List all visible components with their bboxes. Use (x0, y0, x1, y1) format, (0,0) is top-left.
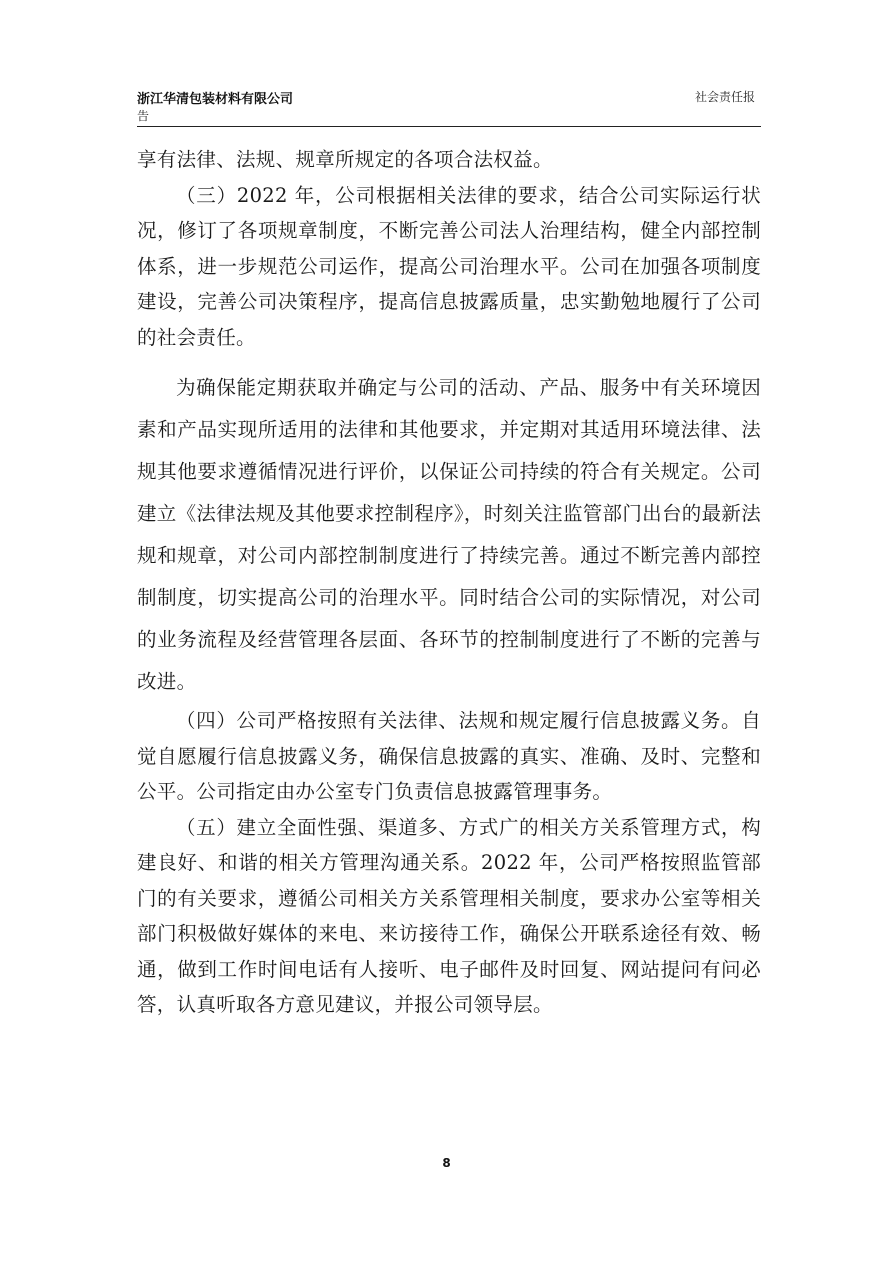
report-title: 社会责任报 (694, 90, 755, 104)
company-name: 浙江华清包装材料有限公司 (137, 92, 294, 107)
page-number: 8 (442, 1156, 451, 1170)
paragraph-compliance: 为确保能定期获取并确定与公司的活动、产品、服务中有关环境因素和产品实现所适用的法律和其他要求，并定期对其适用环境法律、法规其他要求遵循情况进行评价，以保证公司持续的符合有关规定。公司建立《法律法规及其他要求控制程序》，时刻关注监管部门出台的最新法规和规章，对公司内部控制制度进行了持续完善。通过不断完善内部控制制度，切实提高公司的治理水平。同时结合公司的实际情况，对公司的业务流程及经营管理各层面、各环节的控制制度进行了不断的完善与改进。 (137, 376, 761, 693)
paragraph-section-3: （三）2022 年，公司根据相关法律的要求，结合公司实际运行状况，修订了各项规章制度，不断完善公司法人治理结构，健全内部控制体系，进一步规范公司运作，提高公司治理水平。公司在加强各项制度建设，完善公司决策程序，提高信息披露质量，忠实勤勉地履行了公司的社会责任。 (137, 183, 761, 349)
page-header (137, 88, 761, 127)
paragraph-gap (137, 355, 761, 367)
paragraph-section-5: （五）建立全面性强、渠道多、方式广的相关方关系管理方式，构建良好、和谐的相关方管理沟通关系。2022 年，公司严格按照监管部门的有关要求，遵循公司相关方关系管理相关制度，要求办公室等相关部门积极做好媒体的来电、来访接待工作，确保公开联系途径有效、畅通，做到工作时间电话有人接听、电子邮件及时回复、网站提问有问必答，认真听取各方意见建议，并报公司领导层。 (137, 815, 761, 1016)
document-body (137, 142, 761, 1023)
paragraph-continuation: 享有法律、法规、规章所规定的各项合法权益。 (137, 148, 553, 171)
report-title-wrap: 告 (137, 109, 150, 123)
paragraph-section-4: （四）公司严格按照有关法律、法规和规定履行信息披露义务。自觉自愿履行信息披露义务，确保信息披露的真实、准确、及时、完整和公平。公司指定由办公室专门负责信息披露管理事务。 (137, 709, 761, 803)
